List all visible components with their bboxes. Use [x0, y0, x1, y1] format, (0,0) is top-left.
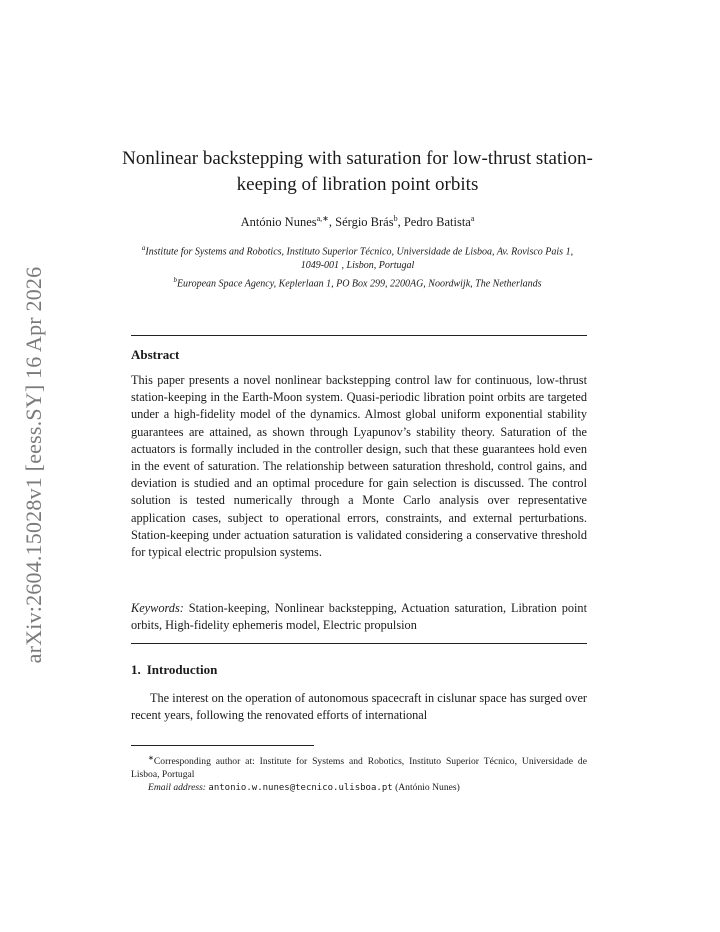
email-label: Email address:: [148, 782, 207, 794]
introduction-paragraph: The interest on the operation of autonomous spacecraft in cislunar space has surged over recent years, following the renovated efforts of international: [131, 691, 587, 723]
abstract-text: This paper presents a novel nonlinear backstepping control law for continuous, low-thrust station-keeping in the Earth-Moon system. Quasi-periodic libration point orbits are targeted under a high-fidelity model of the dynamics. Almost global uniform exponential stability guarantees are attained, as shown through Lyapunov’s stability theory. Saturation of the actuators is formally included in the controller design, such that these guarantees hold even in the event of saturation. The relationship between saturation threshold, control gains, and deviation is studied and an optimal procedure for gain selection is discussed. The control solution is tested numerically through a Monte Carlo analysis over representative application cases, subject to operational errors, constraints, and external perturbations. Station-keeping under actuation saturation is validated considering a conservative threshold for typical electric propulsion systems.: [131, 373, 587, 560]
arxiv-side-stamp: [18, 250, 50, 680]
footnote-text: Corresponding author at: Institute for Systems and Robotics, Instituto Superior Técnico, Universidade de Lisboa, Portugal: [131, 756, 587, 781]
keywords: [131, 600, 587, 634]
affiliation-list: [140, 241, 575, 292]
section-title: Introduction: [146, 662, 218, 677]
keywords-text: Station-keeping, Nonlinear backstepping, Actuation saturation, Libration point orbits, High-fidelity ephemeris model, Electric propulsion: [131, 601, 587, 633]
author-affiliation-mark: a: [470, 214, 475, 223]
abstract-heading: Abstract: [131, 347, 180, 362]
footnote: [131, 752, 587, 795]
affiliation-item: [140, 241, 575, 273]
affiliation-text: European Space Agency, Keplerlaan 1, PO Box 299, 2200AG, Noordwijk, The Netherlands: [176, 278, 542, 290]
affiliation-item: [140, 273, 575, 291]
abstract-top-rule: [131, 335, 587, 336]
affiliation-mark: b: [173, 276, 177, 285]
affiliation-text: Institute for Systems and Robotics, Instituto Superior Técnico, Universidade de Lisboa, Av. Rovisco Pais 1, 1049-001 , Lisbon, Portugal: [145, 246, 574, 272]
arxiv-identifier: arXiv:2604.15028v1 [eess.SY] 16 Apr 2026: [21, 266, 46, 664]
author-name: Pedro Batista: [403, 215, 471, 230]
email-address[interactable]: antonio.w.nunes@tecnico.ulisboa.pt: [208, 783, 393, 794]
affiliation-mark: a: [141, 244, 146, 252]
author-list: [100, 214, 615, 230]
footnote-email-line: [131, 781, 587, 795]
footnote-mark: ∗: [148, 754, 154, 762]
keywords-label: Keywords:: [131, 601, 184, 615]
author-separator: ,: [328, 215, 336, 230]
author-name: Sérgio Brás: [335, 215, 394, 230]
author-affiliation-mark: a,∗: [316, 214, 329, 223]
section-heading: [131, 662, 217, 678]
section-number: 1.: [131, 662, 141, 677]
author-affiliation-mark: b: [393, 214, 398, 223]
paper-title: Nonlinear backstepping with saturation for low-thrust station-keeping of libration point orbits: [122, 148, 593, 195]
author-separator: ,: [397, 215, 404, 230]
author-name: António Nunes: [240, 215, 317, 230]
abstract-bottom-rule: [131, 643, 587, 644]
email-owner: (António Nunes): [395, 782, 460, 794]
footnote-corresponding-author: [131, 752, 587, 781]
footnote-rule: [131, 745, 314, 746]
